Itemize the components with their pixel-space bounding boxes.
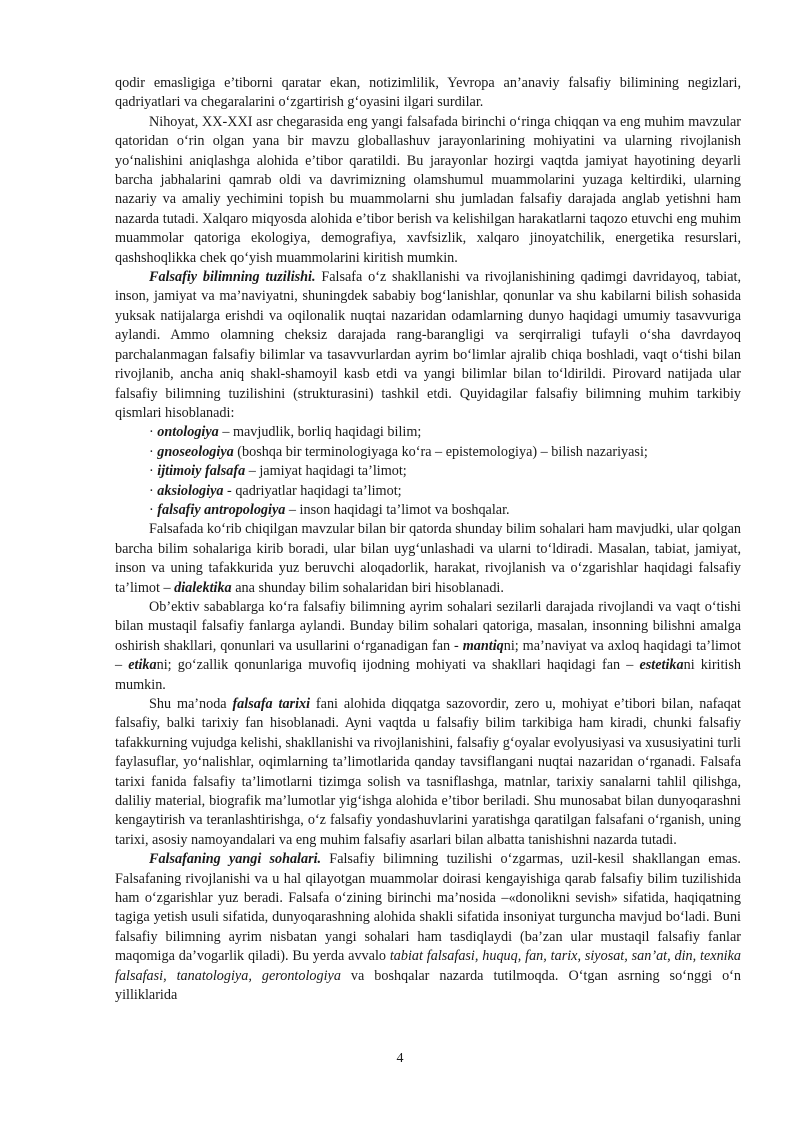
term-etika: etika xyxy=(128,657,157,674)
list-item: · ontologiya – mavjudlik, borliq haqidagi bilim; xyxy=(149,424,422,441)
list-term: falsafiy antropologiya xyxy=(157,501,286,518)
list-term: gnoseologiya xyxy=(157,443,234,460)
page-body xyxy=(115,74,741,1006)
list-term: aksiologiya xyxy=(157,482,224,499)
components-list xyxy=(115,423,741,520)
paragraph-dialectics: Falsafada ko‘rib chiqilgan mavzular bilan bir qatorda shunday bilim sohalari ham mavjudki, ular qolgan barcha bilim sohalariga kirib boradi, ular bilan uyg‘unlashadi va ularni to‘ldiradi. Masalan, tabiat, jamiyat, inson va uning tafakkurida yuz beruvchi aloqadorlik, harakat, rivojlanish va o‘zgarishlar haqidagi falsafiy ta’limot – dialektika ana shunday bilim sohalaridan biri hisoblanadi. xyxy=(115,521,741,596)
term-falsafa-tarixi: falsafa tarixi xyxy=(232,696,311,712)
italic-fields-list: tabiat falsafasi, huquq, fan, tarix, siyosat, san’at, din, texnika falsafasi, tanatologiya, gerontologiya xyxy=(115,948,741,984)
paragraph-1: qodir emasligiga e’tiborni qaratar ekan, notizimlilik, Yevropa an’anaviy falsafiy bilimining negizlari, qadriyatlari va chegaralarini o‘zgartirish g‘oyasini ilgari surdilar. xyxy=(115,75,741,111)
term-mantiq: mantiq xyxy=(462,637,504,654)
list-item: · ijtimoiy falsafa – jamiyat haqidagi ta’limot; xyxy=(149,463,407,480)
section-heading-structure: Falsafiy bilimning tuzilishi. xyxy=(149,269,316,286)
paragraph-new-fields: Falsafaning yangi sohalari. Falsafiy bilimning tuzilishi o‘zgarmas, uzil-kesil shakllangan emas. Falsafaning rivojlanishi va u hal qilayotgan muammolar doirasi kengayishiga qarab falsafiy bilim tuzilishida ham o‘zgarishlar yuz beradi. Falsafa o‘zining birinchi ma’nosida –«donolikni sevish» sifatida, haqiqatning tagiga yetish usuli sifatida, dunyoqarashning alohida shakli sifatida insoniyat turguncha mavjud bo‘ladi. Buni falsafiy bilimning ayrim nisbatan yangi sohalari ham tasdiqlaydi (ba’zan ular mustaqil falsafiy fanlar maqomiga da’vogarlik qiladi). Bu yerda avvalo tabiat falsafasi, huquq, fan, tarix, siyosat, san’at, din, texnika falsafasi, tanatologiya, gerontologiya va boshqalar nazarda tutilmoqda. O‘tgan asrning so‘nggi o‘n yilliklarida xyxy=(115,851,741,1004)
paragraph-history: Shu ma’noda falsafa tarixi fani alohida diqqatga sazovordir, zero u, mohiyat e’tibori bilan, nafaqat falsafiy, balki tarixiy fan hisoblanadi. Ayni vaqtda u falsafiy bilim tarkibiga ham kiradi, chunki falsafiy tafakkurning vujudga kelishi, shakllanishi va rivojlanishini, falsafiy g‘oyalar evolyusiyasi va xususiyatini turli faylasuflar, yo‘nalishlar, oqimlarning ta’limotlarida qanday tavsiflangani nuqtai nazaridan o‘rganadi. Falsafa tarixi fanida falsafiy ta’limotlarni tizimga solish va tasniflashga, matnlar, tarixiy sanalarni tahlil qilishga, daliliy material, biografik ma’lumotlar yig‘ishga alohida e’tibor beriladi. Shu munosabat bilan dunyoqarashni kengaytirish va teranlashtirishga, o‘z falsafiy yondashuvlarini yaratishga qaratilgan falsafani o‘rganish, uning tarixi, asosiy namoyandalari va eng muhim falsafiy asarlari bilan albatta tanishishni nazarda tutadi. xyxy=(115,696,741,848)
term-dialektika: dialektika xyxy=(174,579,232,596)
term-estetika: estetika xyxy=(639,657,684,674)
page-number: 4 xyxy=(396,1051,404,1066)
section-heading-new-fields: Falsafaning yangi sohalari. xyxy=(149,851,322,868)
list-term: ontologiya xyxy=(157,424,219,441)
list-term: ijtimoiy falsafa xyxy=(157,463,246,480)
list-item: · aksiologiya - qadriyatlar haqidagi ta’limot; xyxy=(149,482,402,499)
paragraph-disciplines: Ob’ektiv sabablarga ko‘ra falsafiy bilimning ayrim sohalari sezilarli darajada rivojlandi va vaqt o‘tishi bilan mustaqil falsafiy fanlarga aylandi. Bunday bilim sohalari qatoriga, masalan, insonning bilishni amalga oshirish shakllari, qonunlari va usullarini o‘rganadigan fan - mantiqni; ma’naviyat va axloq haqidagi ta’limot – etikani; go‘zallik qonunlariga muvofiq ijodning mohiyati va shakllari haqidagi fan – estetikani kiritish mumkin. xyxy=(115,598,741,693)
paragraph-structure-text: Falsafa o‘z shakllanishi va rivojlanishining qadimgi davridayoq, tabiat, inson, jamiyat va ma’naviyatni, shuningdek sababiy bog‘lanishlar, qonunlar va shu kabilarni bilish sohasida yuksak natijalarga erishdi va oqilonalik nuqtai nazaridan odamlarning dunyo haqidagi umumiy tasavvuriga aylandi. Ammo olamning cheksiz darajada rang-barangligi va serqirraligi tufayli o‘sha davrdayoq parchalanmagan falsafiy bilimlar va tasavvurlardan ayrim bo‘limlar ajralib chiqa boshladi, vaqt o‘tishi bilan rivojlanib, ancha aniq shakl-shamoyil kasb etdi va yangi bilimlar bilan to‘ldirildi. Pirovard natijada ular falsafiy bilimning tuzilishini (strukturasini) tashkil etdi. Quyidagilar falsafiy bilimning muhim tarkibiy qismlari hisoblanadi: xyxy=(115,269,742,421)
paragraph-structure xyxy=(115,268,741,423)
paragraph-2: Nihoyat, XX-XXI asr chegarasida eng yangi falsafada birinchi o‘ringa chiqqan va eng muhim mavzular qatoridan o‘rin olgan yana bir mavzu globallashuv jarayonlarining mohiyatini va ularning rivojlanish yo‘nalishini aniqlashga alohida e’tibor qaratildi. Bu jarayonlar hozirgi vaqtda jamiyat hayotining deyarli barcha jabhalarini qamrab oldi va davrimizning olamshumul muammolarini yuzaga keltirdiki, ularning nazariy va amaliy yechimini topish bu muammolarni shu jumladan falsafiy darajada anglab yetishni ham nazarda tutadi. Xalqaro miqyosda alohida e’tibor berish va kelishilgan harakatlarni taqozo etuvchi eng muhim muammolar qatoriga ekologiya, demografiya, xavfsizlik, xalqaro jinoyatchilik, energetika resurslari, qashshoqlikka chek qo‘yish muammolarini kiritish mumkin. xyxy=(115,113,741,266)
list-item: · gnoseologiya (boshqa bir terminologiyaga ko‘ra – epistemologiya) – bilish nazariyasi; xyxy=(149,443,648,460)
list-item: · falsafiy antropologiya – inson haqidagi ta’limot va boshqalar. xyxy=(149,501,510,518)
